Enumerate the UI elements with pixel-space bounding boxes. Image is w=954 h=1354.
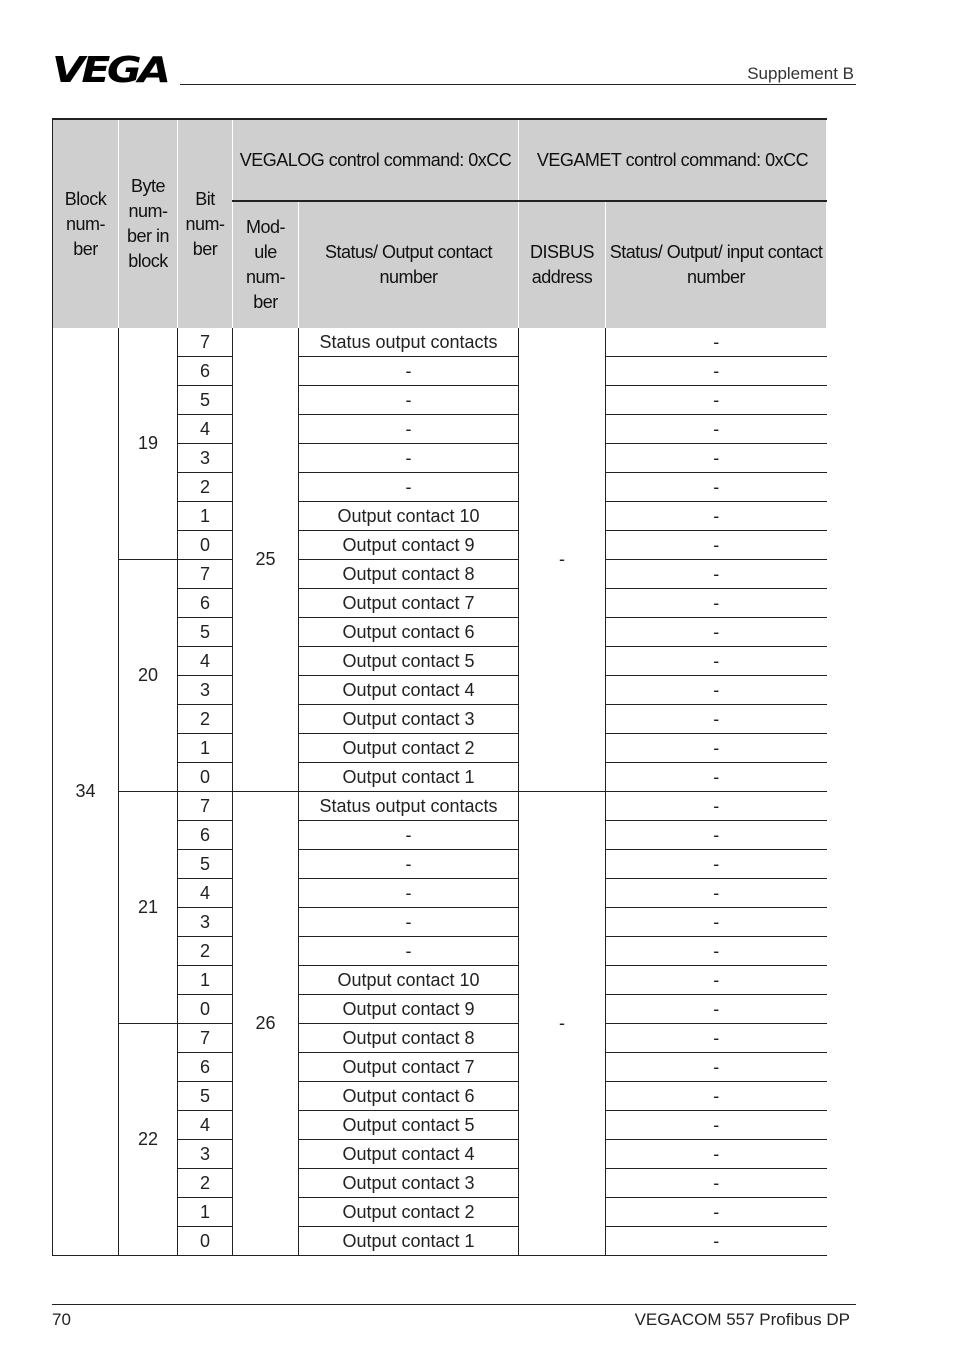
bit-number-cell: 6 [178,1053,233,1082]
status-output-cell: Output contact 3 [299,1169,519,1198]
vegamet-contact-cell: - [606,328,827,357]
bit-number-cell: 3 [178,908,233,937]
vegamet-contact-cell: - [606,502,827,531]
header-status-output-input: Status/ Output/ input contact number [606,201,827,328]
status-output-cell: Output contact 2 [299,1198,519,1227]
status-output-cell: Output contact 7 [299,1053,519,1082]
status-output-cell: - [299,879,519,908]
vegamet-contact-cell: - [606,357,827,386]
vegamet-contact-cell: - [606,792,827,821]
status-output-cell: Output contact 10 [299,502,519,531]
byte-number-cell: 21 [119,792,178,1024]
vegamet-contact-cell: - [606,560,827,589]
header-status-output: Status/ Output contact number [299,201,519,328]
bit-number-cell: 7 [178,792,233,821]
status-output-cell: Output contact 7 [299,589,519,618]
bit-number-cell: 4 [178,879,233,908]
status-output-cell: - [299,908,519,937]
table-row [53,792,827,821]
vegamet-contact-cell: - [606,821,827,850]
byte-number-cell: 22 [119,1024,178,1256]
bit-number-cell: 0 [178,763,233,792]
status-output-cell: - [299,357,519,386]
vegamet-contact-cell: - [606,1140,827,1169]
vegamet-contact-cell: - [606,734,827,763]
table-body [53,328,827,1256]
bit-number-cell: 3 [178,676,233,705]
status-output-cell: Output contact 6 [299,618,519,647]
vegamet-contact-cell: - [606,937,827,966]
vegamet-contact-cell: - [606,850,827,879]
status-output-cell: Output contact 9 [299,995,519,1024]
vegamet-contact-cell: - [606,1227,827,1256]
header-vegamet: VEGAMET control command: 0xCC [519,119,827,201]
vegamet-contact-cell: - [606,415,827,444]
module-number-cell: 26 [233,792,299,1256]
bit-number-cell: 4 [178,1111,233,1140]
status-output-cell: - [299,415,519,444]
status-output-cell: Output contact 8 [299,1024,519,1053]
bit-number-cell: 7 [178,1024,233,1053]
bit-number-cell: 5 [178,386,233,415]
status-output-cell: - [299,937,519,966]
bit-number-cell: 2 [178,705,233,734]
contact-mapping-table [52,118,827,1256]
vegamet-contact-cell: - [606,444,827,473]
status-output-cell: Output contact 3 [299,705,519,734]
vega-logo: VEGA [52,50,168,91]
status-output-cell: - [299,386,519,415]
footer-rule [52,1304,856,1305]
vegamet-contact-cell: - [606,908,827,937]
bit-number-cell: 1 [178,966,233,995]
bit-number-cell: 5 [178,618,233,647]
status-output-cell: Status output contacts [299,792,519,821]
vegamet-contact-cell: - [606,1198,827,1227]
page-number: 70 [52,1310,71,1329]
status-output-cell: Output contact 8 [299,560,519,589]
vegamet-contact-cell: - [606,1169,827,1198]
bit-number-cell: 2 [178,473,233,502]
header-disbus-address: DISBUS address [519,201,606,328]
bit-number-cell: 0 [178,531,233,560]
bit-number-cell: 4 [178,647,233,676]
vegamet-contact-cell: - [606,1111,827,1140]
disbus-address-cell: - [519,328,606,792]
status-output-cell: Output contact 10 [299,966,519,995]
status-output-cell: Output contact 5 [299,647,519,676]
vegamet-contact-cell: - [606,1024,827,1053]
bit-number-cell: 1 [178,734,233,763]
table-row [53,328,827,357]
status-output-cell: Output contact 9 [299,531,519,560]
status-output-cell: Output contact 6 [299,1082,519,1111]
bit-number-cell: 5 [178,1082,233,1111]
bit-number-cell: 7 [178,560,233,589]
header-module-number: Mod- ule num- ber [233,201,299,328]
vegamet-contact-cell: - [606,1082,827,1111]
vegamet-contact-cell: - [606,618,827,647]
header-bit-number: Bit num- ber [178,119,233,328]
header-block-number: Block num- ber [53,119,119,328]
bit-number-cell: 7 [178,328,233,357]
vegamet-contact-cell: - [606,966,827,995]
module-number-cell: 25 [233,328,299,792]
status-output-cell: Status output contacts [299,328,519,357]
vegamet-contact-cell: - [606,995,827,1024]
status-output-cell: Output contact 4 [299,1140,519,1169]
header-vegalog: VEGALOG control command: 0xCC [233,119,519,201]
status-output-cell: - [299,850,519,879]
block-number-cell: 34 [53,328,119,1256]
status-output-cell: - [299,473,519,502]
bit-number-cell: 0 [178,995,233,1024]
status-output-cell: Output contact 5 [299,1111,519,1140]
bit-number-cell: 3 [178,1140,233,1169]
vegamet-contact-cell: - [606,647,827,676]
header-rule [180,84,856,85]
vegamet-contact-cell: - [606,763,827,792]
vegamet-contact-cell: - [606,705,827,734]
vegamet-contact-cell: - [606,1053,827,1082]
status-output-cell: - [299,444,519,473]
status-output-cell: Output contact 2 [299,734,519,763]
vegamet-contact-cell: - [606,676,827,705]
bit-number-cell: 6 [178,821,233,850]
status-output-cell: - [299,821,519,850]
disbus-address-cell: - [519,792,606,1256]
bit-number-cell: 2 [178,937,233,966]
byte-number-cell: 20 [119,560,178,792]
bit-number-cell: 1 [178,1198,233,1227]
header-byte-number: Byte num- ber in block [119,119,178,328]
table-row [53,560,827,589]
document-title: VEGACOM 557 Profibus DP [634,1310,850,1329]
byte-number-cell: 19 [119,328,178,560]
bit-number-cell: 4 [178,415,233,444]
bit-number-cell: 6 [178,357,233,386]
vegamet-contact-cell: - [606,386,827,415]
bit-number-cell: 2 [178,1169,233,1198]
bit-number-cell: 3 [178,444,233,473]
vegamet-contact-cell: - [606,879,827,908]
table-row [53,1024,827,1053]
status-output-cell: Output contact 1 [299,763,519,792]
status-output-cell: Output contact 1 [299,1227,519,1256]
bit-number-cell: 5 [178,850,233,879]
vegamet-contact-cell: - [606,589,827,618]
vegamet-contact-cell: - [606,473,827,502]
vegamet-contact-cell: - [606,531,827,560]
bit-number-cell: 1 [178,502,233,531]
section-label: Supplement B [747,64,854,83]
bit-number-cell: 6 [178,589,233,618]
bit-number-cell: 0 [178,1227,233,1256]
status-output-cell: Output contact 4 [299,676,519,705]
